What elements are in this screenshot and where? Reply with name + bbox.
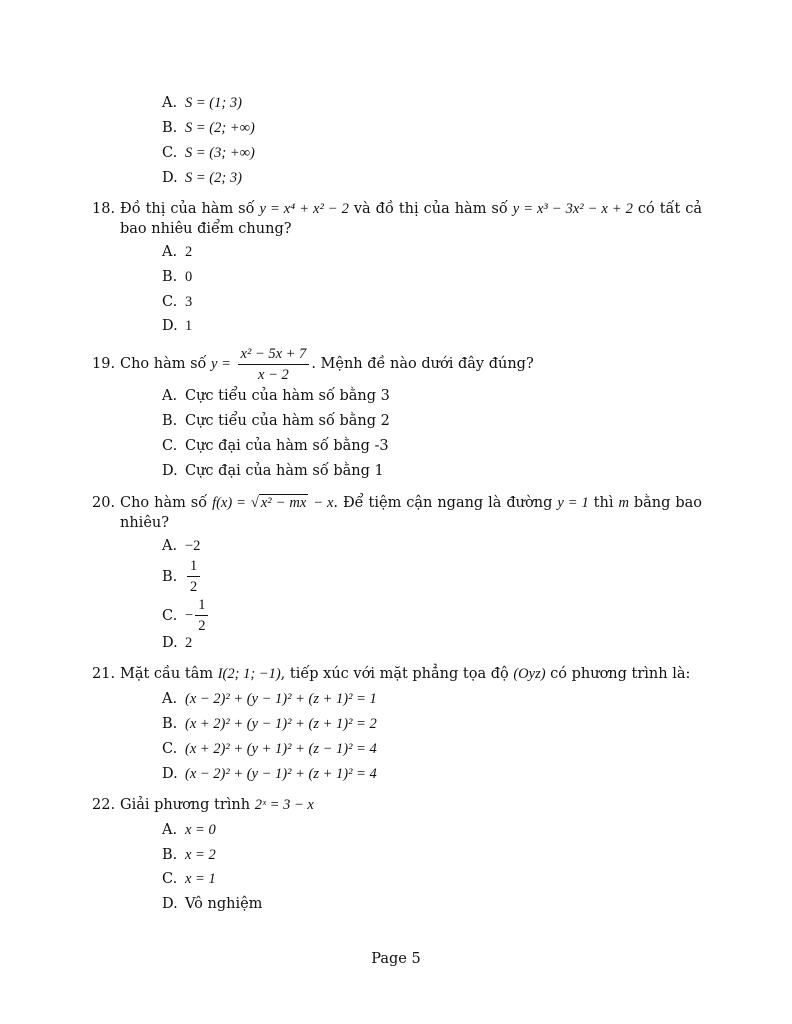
q17-option-b (162, 117, 255, 139)
q21-option-a (162, 688, 377, 710)
q19-option-d (162, 460, 384, 482)
question-19 (92, 344, 702, 384)
fraction-numerator: 1 (187, 558, 200, 577)
option-label: B. (162, 847, 178, 863)
option-label: B. (162, 120, 178, 136)
option-label: A. (162, 244, 178, 260)
fraction-denominator: 2 (198, 618, 206, 634)
question-text (92, 344, 702, 384)
option-label: C. (162, 871, 178, 887)
stem-text: có tất cả bao nhiêu điểm chung? (120, 201, 703, 237)
question-21 (92, 664, 702, 684)
option-text: Vô nghiệm (185, 896, 263, 912)
math-expression: I(2; 1; −1) (217, 666, 281, 682)
sqrt-symbol: √ (250, 495, 259, 511)
math-expression: 2ˣ = 3 − x (254, 797, 314, 813)
stem-text: và đồ thị của hàm số (353, 201, 508, 217)
math-expression: y = x⁴ + x² − 2 (259, 201, 349, 217)
option-label: A. (162, 95, 178, 111)
stem-text: Giải phương trình (120, 797, 251, 813)
option-label: C. (162, 294, 178, 310)
q18-option-d (162, 315, 192, 337)
option-text: −2 (185, 538, 201, 554)
stem-text: thì (593, 495, 614, 511)
q21-option-c (162, 738, 377, 760)
q18-option-c (162, 291, 192, 313)
option-text: (x + 2)² + (y − 1)² + (z + 1)² = 2 (185, 716, 377, 732)
option-label: D. (162, 463, 178, 479)
math-expression: (Oyz) (513, 666, 546, 682)
fraction-denominator: x − 2 (258, 366, 289, 383)
option-label: D. (162, 896, 178, 912)
q22-option-d (162, 893, 262, 915)
option-label: D. (162, 318, 178, 334)
q22-option-a (162, 819, 216, 841)
q17-option-d (162, 167, 242, 189)
option-label: C. (162, 145, 178, 161)
math-expression: y = 1 (557, 495, 589, 511)
stem-text: Cho hàm số (120, 495, 208, 511)
option-label: B. (162, 413, 178, 429)
q19-option-a (162, 385, 390, 407)
question-text (92, 664, 702, 684)
option-label: A. (162, 822, 178, 838)
option-text: S = (3; +∞) (185, 145, 255, 161)
q20-option-b (162, 558, 202, 594)
q21-option-d (162, 763, 377, 785)
option-text: 1 (185, 318, 193, 334)
option-label: B. (162, 568, 178, 585)
stem-text: Cho hàm số (120, 356, 207, 372)
option-label: C. (162, 741, 178, 757)
option-label: C. (162, 607, 178, 624)
question-number: 20. (92, 495, 116, 511)
option-label: A. (162, 538, 178, 554)
page-number: Page 5 (371, 951, 421, 967)
option-label: D. (162, 635, 178, 651)
math-expression: f(x) = (212, 495, 246, 511)
option-text: Cực đại của hàm số bằng 1 (185, 463, 384, 479)
option-text: Cực tiểu của hàm số bằng 3 (185, 388, 390, 404)
fraction (195, 597, 208, 634)
q19-option-b (162, 410, 390, 432)
stem-text: Đồ thị của hàm số (120, 201, 255, 217)
q20-option-a (162, 535, 200, 557)
option-text: (x + 2)² + (y + 1)² + (z − 1)² = 4 (185, 741, 377, 757)
q20-option-c (162, 597, 210, 633)
fraction (238, 346, 310, 383)
question-number: 21. (92, 666, 116, 682)
stem-text: . Mệnh đề nào dưới đây đúng? (311, 356, 534, 372)
q22-option-b (162, 844, 216, 866)
option-text: x = 1 (185, 871, 216, 887)
option-text: (x − 2)² + (y − 1)² + (z + 1)² = 4 (185, 766, 377, 782)
fraction-numerator: 1 (195, 597, 208, 616)
q18-option-a (162, 241, 192, 263)
math-expression: − x (313, 495, 334, 511)
q22-option-c (162, 868, 216, 890)
option-label: B. (162, 716, 178, 732)
sqrt-radicand: x² − mx (260, 495, 307, 511)
option-label: B. (162, 269, 178, 285)
stem-text: Mặt cầu tâm (120, 666, 214, 682)
q20-option-d (162, 632, 192, 654)
option-text: 2 (185, 244, 193, 260)
q18-option-b (162, 266, 192, 288)
question-text (92, 199, 702, 239)
option-text: 0 (185, 269, 193, 285)
question-text (92, 795, 702, 815)
option-text: Cực đại của hàm số bằng -3 (185, 438, 389, 454)
q17-option-c (162, 142, 255, 164)
question-text (92, 493, 702, 533)
fraction (187, 558, 200, 595)
q21-option-b (162, 713, 377, 735)
option-label: A. (162, 388, 178, 404)
stem-text: , tiếp xúc với mặt phẳng tọa độ (280, 666, 509, 682)
question-18 (92, 199, 702, 239)
q19-option-c (162, 435, 389, 457)
option-text: x = 2 (185, 847, 216, 863)
math-expression: m (618, 495, 629, 511)
option-text: S = (2; 3) (185, 170, 242, 186)
option-label: C. (162, 438, 178, 454)
option-label: D. (162, 766, 178, 782)
option-text: x = 0 (185, 822, 216, 838)
option-text: Cực tiểu của hàm số bằng 2 (185, 413, 390, 429)
fraction-denominator: 2 (190, 579, 198, 595)
q17-option-a (162, 92, 242, 114)
question-number: 22. (92, 797, 116, 813)
option-label: D. (162, 170, 178, 186)
math-expression: y = x³ − 3x² − x + 2 (512, 201, 633, 217)
option-text: S = (1; 3) (185, 95, 242, 111)
option-text: (x − 2)² + (y − 1)² + (z + 1)² = 1 (185, 691, 377, 707)
option-label: A. (162, 691, 178, 707)
question-number: 18. (92, 201, 116, 217)
stem-text: bằng bao nhiêu? (120, 495, 703, 531)
stem-text: . Để tiệm cận ngang là đường (333, 495, 553, 511)
minus-sign: − (185, 607, 194, 624)
fraction-numerator: x² − 5x + 7 (238, 346, 310, 365)
stem-text: có phương trình là: (550, 666, 691, 682)
option-text: 3 (185, 294, 193, 310)
option-text: 2 (185, 635, 193, 651)
question-20 (92, 493, 702, 533)
question-22 (92, 795, 702, 815)
question-number: 19. (92, 356, 116, 372)
math-expression: y = (211, 356, 231, 372)
option-text: S = (2; +∞) (185, 120, 255, 136)
